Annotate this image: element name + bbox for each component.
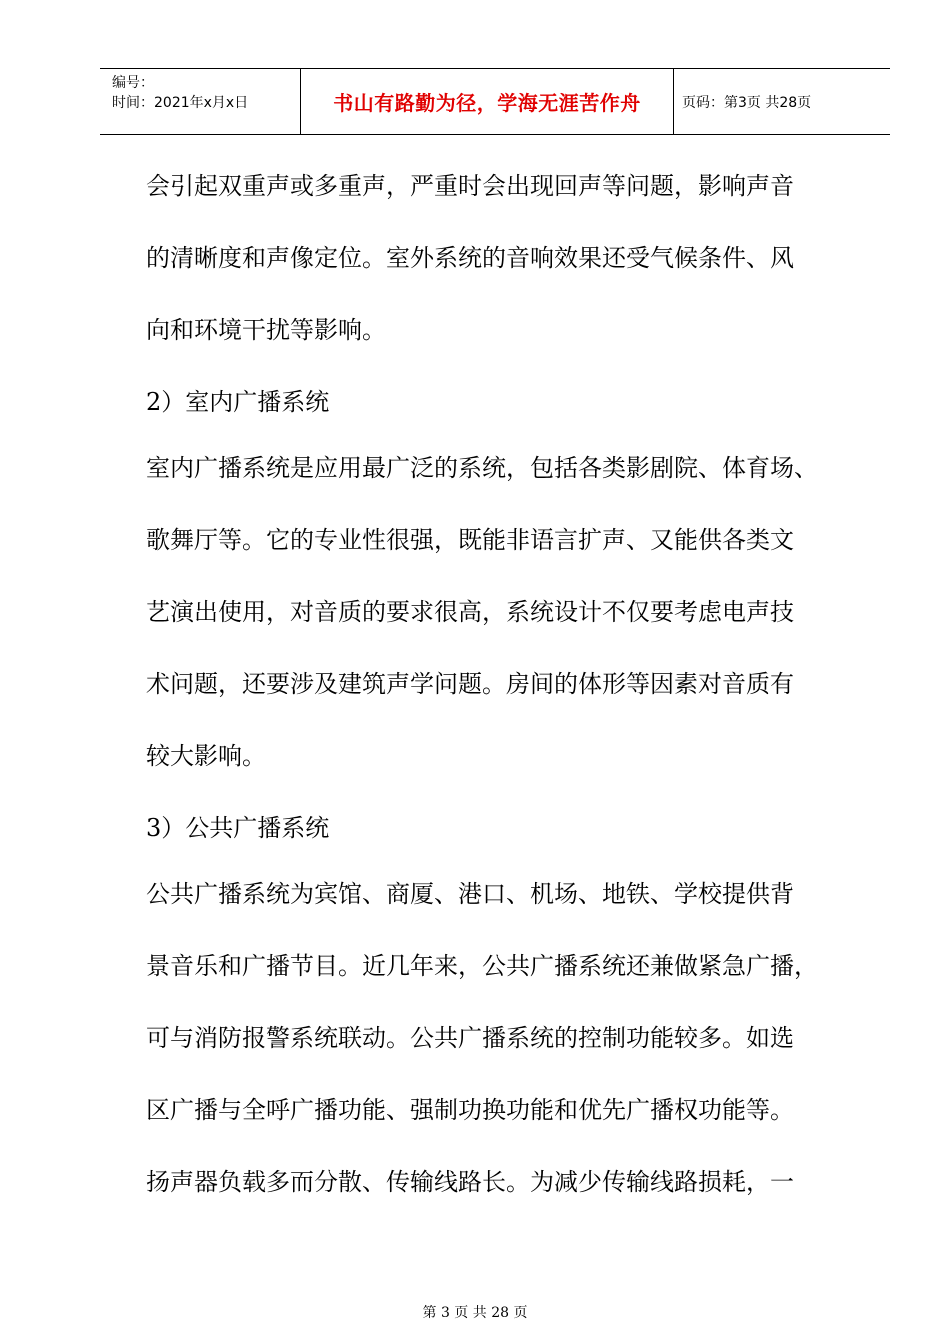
section-heading: 3）公共广播系统 [146,814,330,842]
body-line: 景音乐和广播节目。近几年来，公共广播系统还兼做紧急广播， [146,952,818,980]
header-meta [100,69,301,134]
body-line: 术问题，还要涉及建筑声学问题。房间的体形等因素对音质有 [146,670,794,698]
time-label: 时间：2021年x月x日 [112,95,249,111]
body-line: 艺演出使用，对音质的要求很高，系统设计不仅要考虑电声技 [146,598,794,626]
body-line: 公共广播系统为宾馆、商厦、港口、机场、地铁、学校提供背 [146,880,794,908]
number-label: 编号： [112,75,154,91]
document-body [146,150,876,1218]
body-line: 较大影响。 [146,742,266,770]
section-heading: 2）室内广播系统 [146,388,330,416]
header-page-info: 页码：第3页 共28页 [682,94,812,111]
body-line: 可与消防报警系统联动。公共广播系统的控制功能较多。如选 [146,1024,794,1052]
body-line: 室内广播系统是应用最广泛的系统，包括各类影剧院、体育场、 [146,454,818,482]
page-footer: 第 3 页 共 28 页 [422,1305,528,1321]
header-motto: 书山有路勤为径，学海无涯苦作舟 [301,69,674,134]
body-line: 的清晰度和声像定位。室外系统的音响效果还受气候条件、风 [146,244,794,272]
body-line: 会引起双重声或多重声，严重时会出现回声等问题，影响声音 [146,172,794,200]
body-line: 区广播与全呼广播功能、强制功换功能和优先广播权功能等。 [146,1096,794,1124]
body-line: 向和环境干扰等影响。 [146,316,386,344]
page-header [100,68,890,135]
body-line: 歌舞厅等。它的专业性很强，既能非语言扩声、又能供各类文 [146,526,794,554]
body-line: 扬声器负载多而分散、传输线路长。为减少传输线路损耗，一 [146,1168,794,1196]
